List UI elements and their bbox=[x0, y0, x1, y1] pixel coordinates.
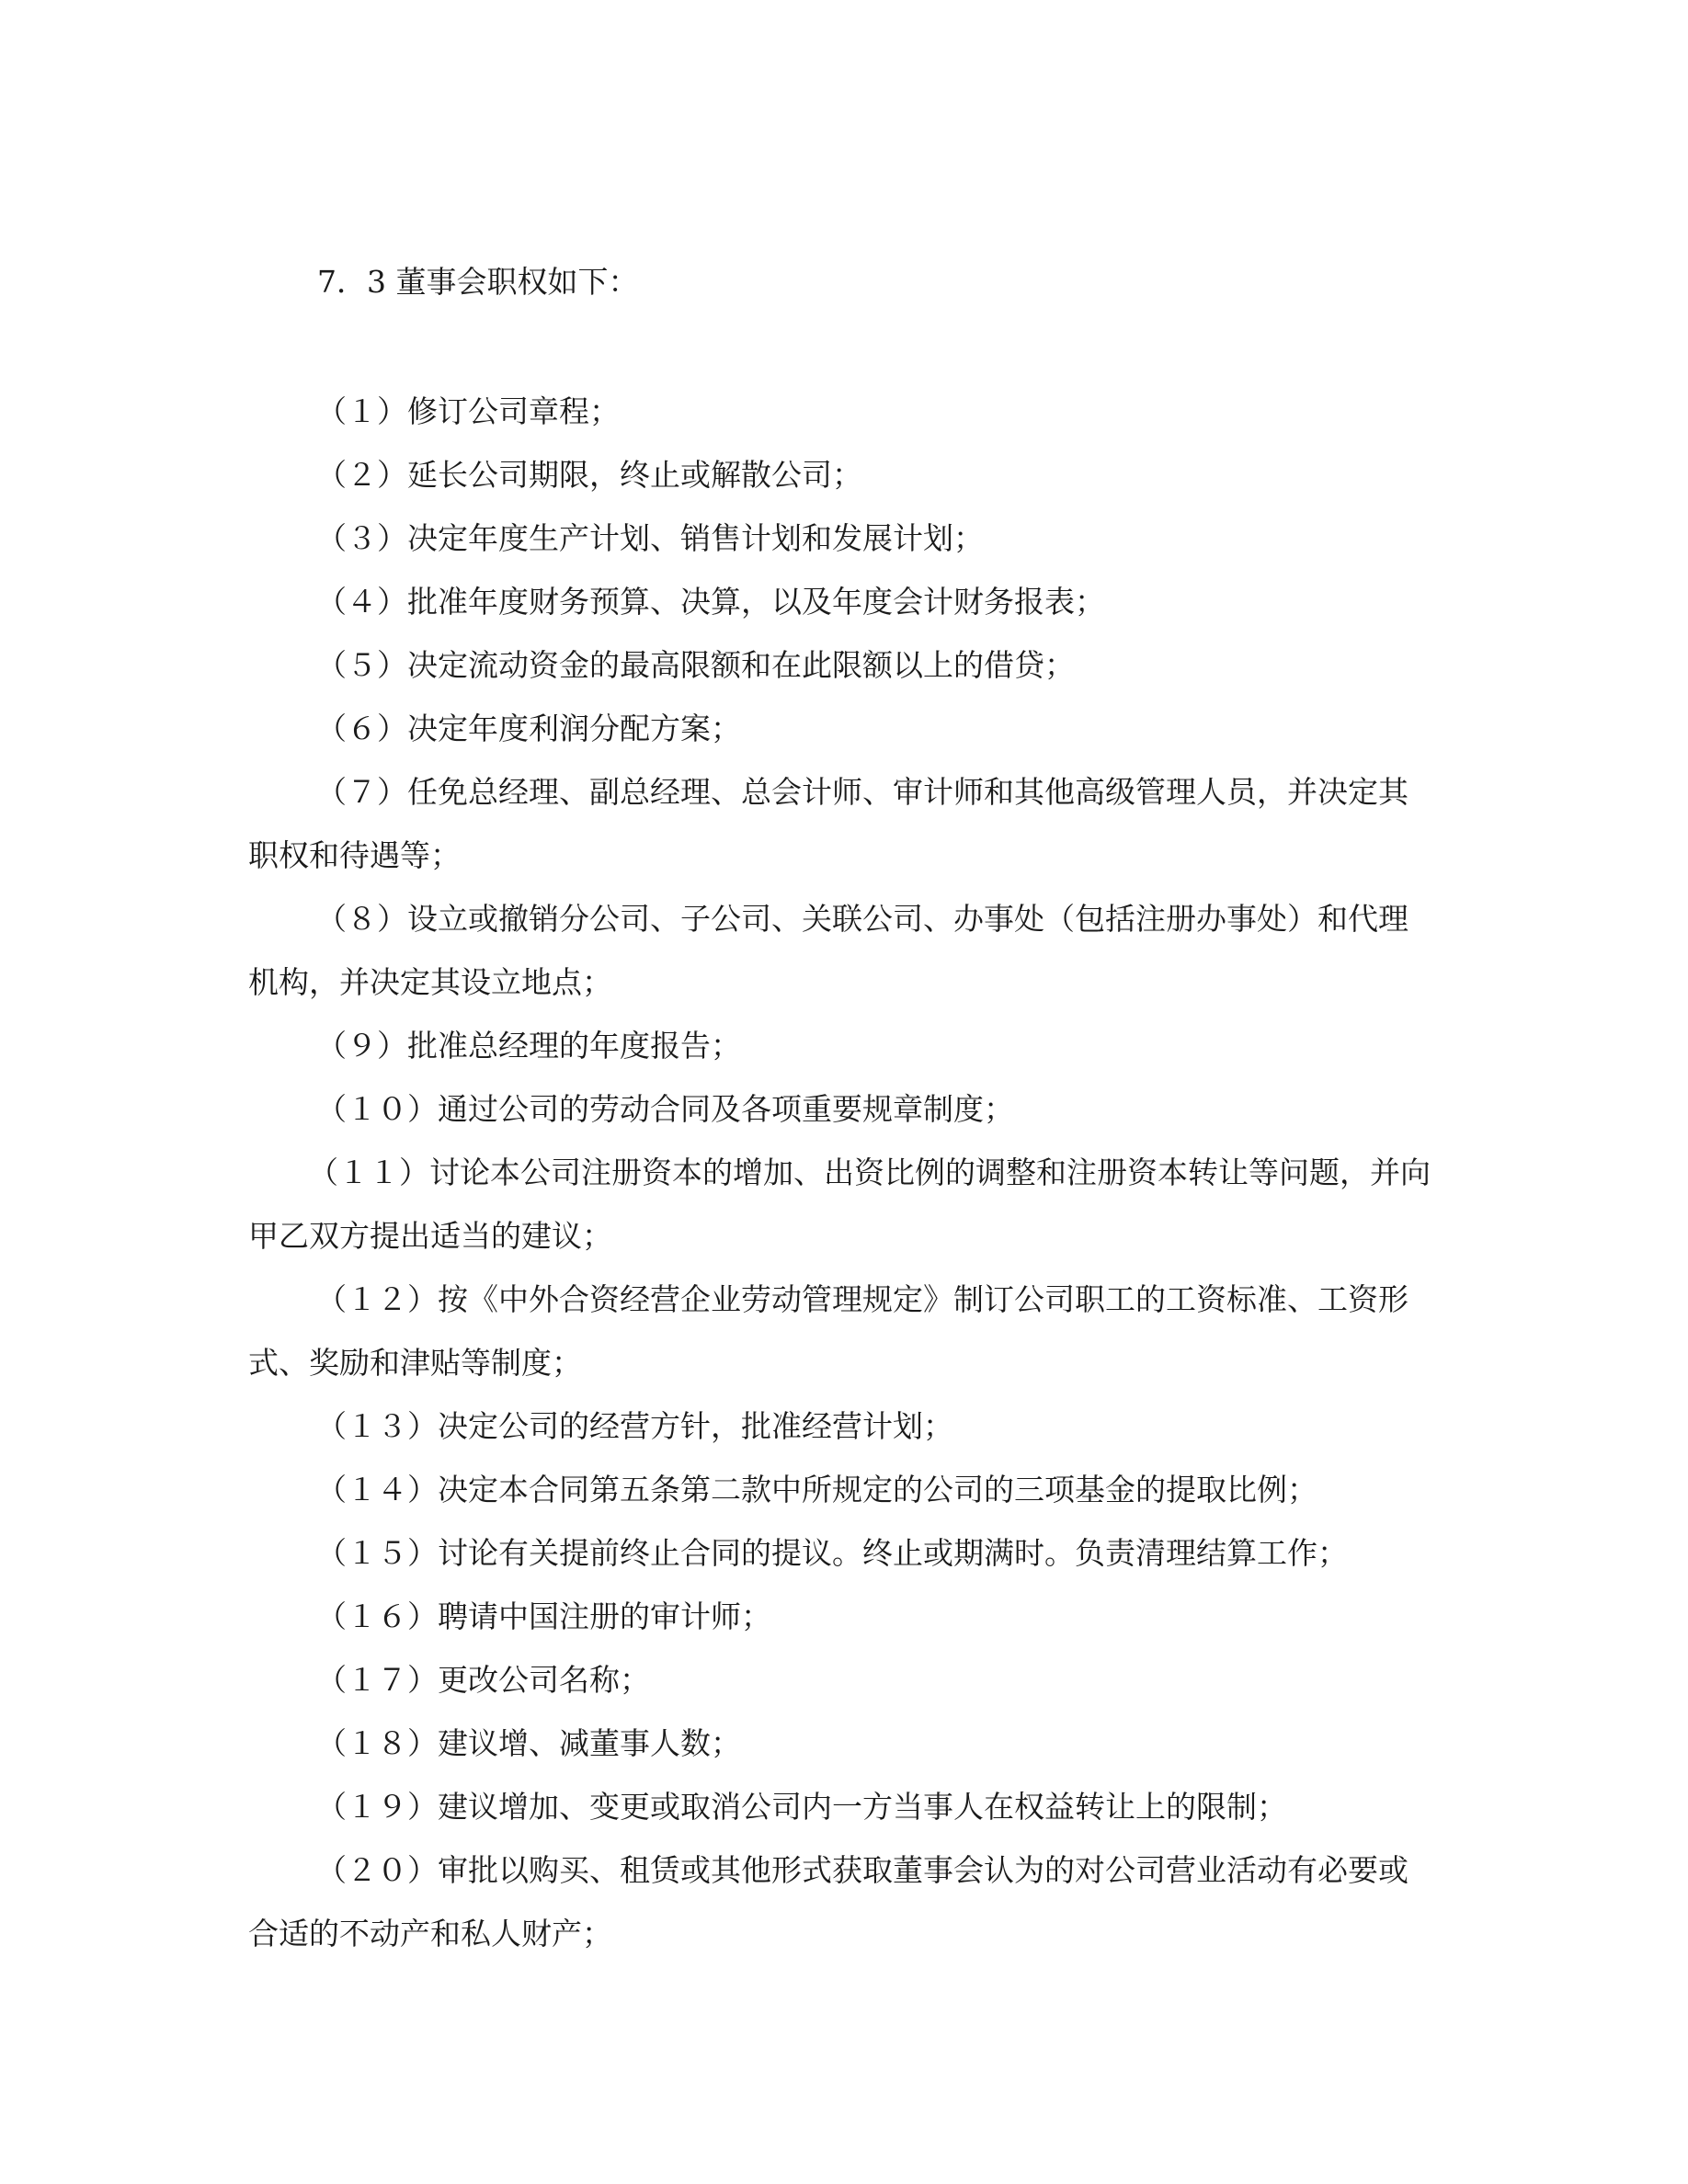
list-item: （１２）按《中外合资经营企业劳动管理规定》制订公司职工的工资标准、工资形式、奖励和津贴等制度； bbox=[248, 1281, 1409, 1381]
list-item: （１３）决定公司的经营方针，批准经营计划； bbox=[316, 1408, 953, 1444]
list-item: （４）批准年度财务预算、决算，以及年度会计财务报表； bbox=[316, 584, 1105, 620]
section-heading: 7．3 董事会职权如下： bbox=[317, 264, 639, 300]
list-item: （１８）建议增、减董事人数； bbox=[316, 1725, 741, 1761]
list-item: （６）决定年度利润分配方案； bbox=[316, 711, 741, 746]
list-item: （５）决定流动资金的最高限额和在此限额以上的借贷； bbox=[316, 647, 1075, 683]
list-item: （２０）审批以购买、租赁或其他形式获取董事会认为的对公司营业活动有必要或合适的不动产和私人财产； bbox=[248, 1852, 1409, 1951]
list-item: （１５）讨论有关提前终止合同的提议。终止或期满时。负责清理结算工作； bbox=[316, 1535, 1348, 1571]
list-item: （１６）聘请中国注册的审计师； bbox=[316, 1598, 771, 1634]
list-item: （１４）决定本合同第五条第二款中所规定的公司的三项基金的提取比例； bbox=[316, 1472, 1317, 1507]
list-item: （９）批准总经理的年度报告； bbox=[316, 1028, 741, 1064]
list-item: （３）决定年度生产计划、销售计划和发展计划； bbox=[316, 520, 984, 556]
list-item: （７）任免总经理、副总经理、总会计师、审计师和其他高级管理人员，并决定其职权和待遇等； bbox=[248, 774, 1409, 873]
list-item: （１１）讨论本公司注册资本的增加、出资比例的调整和注册资本转让等问题，并向甲乙双方提出适当的建议； bbox=[248, 1155, 1431, 1254]
list-item: （８）设立或撤销分公司、子公司、关联公司、办事处（包括注册办事处）和代理机构，并决定其设立地点； bbox=[248, 901, 1409, 1000]
list-item: （１０）通过公司的劳动合同及各项重要规章制度； bbox=[316, 1091, 1014, 1127]
list-item: （１７）更改公司名称； bbox=[316, 1662, 650, 1698]
list-item: （２）延长公司期限，终止或解散公司； bbox=[316, 457, 862, 493]
list-item: （１９）建议增加、变更或取消公司内一方当事人在权益转让上的限制； bbox=[316, 1789, 1287, 1825]
list-item: （１）修订公司章程； bbox=[316, 393, 620, 429]
